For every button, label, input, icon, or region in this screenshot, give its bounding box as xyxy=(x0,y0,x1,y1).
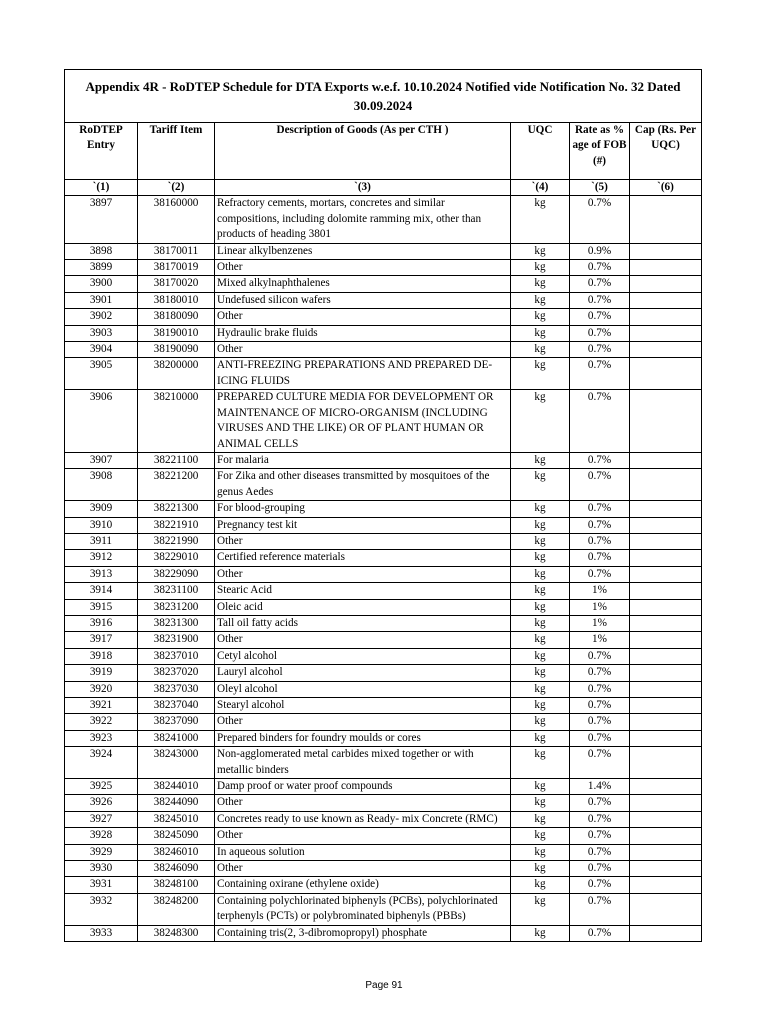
entry-cell: 3908 xyxy=(65,469,138,501)
uqc-cell: kg xyxy=(511,648,570,664)
description-cell: Linear alkylbenzenes xyxy=(215,243,511,259)
entry-cell: 3915 xyxy=(65,599,138,615)
table-row xyxy=(65,566,702,582)
uqc-cell: kg xyxy=(511,747,570,779)
uqc-cell: kg xyxy=(511,698,570,714)
cap-cell xyxy=(630,550,702,566)
uqc-cell: kg xyxy=(511,665,570,681)
rate-cell: 1.4% xyxy=(570,779,630,795)
description-cell: Tall oil fatty acids xyxy=(215,615,511,631)
description-cell: PREPARED CULTURE MEDIA FOR DEVELOPMENT OR MAINTENANCE OF MICRO-ORGANISM (INCLUDING VIRUSES AND THE LIKE) OR OF PLANT HUMAN OR ANIMAL CELLS xyxy=(215,390,511,453)
entry-cell: 3907 xyxy=(65,452,138,468)
entry-cell: 3924 xyxy=(65,747,138,779)
uqc-cell: kg xyxy=(511,681,570,697)
rate-cell: 0.7% xyxy=(570,196,630,243)
uqc-cell: kg xyxy=(511,861,570,877)
uqc-cell: kg xyxy=(511,276,570,292)
table-row xyxy=(65,390,702,453)
description-cell: In aqueous solution xyxy=(215,844,511,860)
description-cell: Non-agglomerated metal carbides mixed together or with metallic binders xyxy=(215,747,511,779)
entry-cell: 3933 xyxy=(65,925,138,941)
entry-cell: 3902 xyxy=(65,309,138,325)
cap-cell xyxy=(630,893,702,925)
table-row xyxy=(65,276,702,292)
tariff-item-cell: 38231200 xyxy=(138,599,215,615)
uqc-cell: kg xyxy=(511,390,570,453)
uqc-cell: kg xyxy=(511,615,570,631)
table-row xyxy=(65,309,702,325)
uqc-cell: kg xyxy=(511,925,570,941)
tariff-item-cell: 38245090 xyxy=(138,828,215,844)
rate-cell: 0.7% xyxy=(570,469,630,501)
tariff-item-cell: 38221910 xyxy=(138,517,215,533)
table-row xyxy=(65,861,702,877)
table-row xyxy=(65,665,702,681)
header-rodtep-entry: RoDTEP Entry xyxy=(65,123,138,180)
cap-cell xyxy=(630,566,702,582)
table-row xyxy=(65,681,702,697)
uqc-cell: kg xyxy=(511,325,570,341)
description-cell: Damp proof or water proof compounds xyxy=(215,779,511,795)
uqc-cell: kg xyxy=(511,358,570,390)
uqc-cell: kg xyxy=(511,730,570,746)
tariff-item-cell: 38231100 xyxy=(138,583,215,599)
tariff-item-cell: 38229010 xyxy=(138,550,215,566)
cap-cell xyxy=(630,276,702,292)
entry-cell: 3914 xyxy=(65,583,138,599)
entry-cell: 3921 xyxy=(65,698,138,714)
description-cell: Other xyxy=(215,828,511,844)
cap-cell xyxy=(630,390,702,453)
entry-cell: 3925 xyxy=(65,779,138,795)
entry-cell: 3906 xyxy=(65,390,138,453)
tariff-item-cell: 38229090 xyxy=(138,566,215,582)
table-row xyxy=(65,501,702,517)
table-row xyxy=(65,583,702,599)
uqc-cell: kg xyxy=(511,292,570,308)
uqc-cell: kg xyxy=(511,844,570,860)
rate-cell: 0.7% xyxy=(570,698,630,714)
entry-cell: 3917 xyxy=(65,632,138,648)
uqc-cell: kg xyxy=(511,811,570,827)
uqc-cell: kg xyxy=(511,533,570,549)
table-row xyxy=(65,747,702,779)
cap-cell xyxy=(630,517,702,533)
cap-cell xyxy=(630,730,702,746)
tariff-item-cell: 38246010 xyxy=(138,844,215,860)
uqc-cell: kg xyxy=(511,583,570,599)
rate-cell: 0.7% xyxy=(570,325,630,341)
cap-cell xyxy=(630,342,702,358)
cap-cell xyxy=(630,196,702,243)
entry-cell: 3919 xyxy=(65,665,138,681)
cap-cell xyxy=(630,260,702,276)
cap-cell xyxy=(630,861,702,877)
cap-cell xyxy=(630,452,702,468)
entry-cell: 3900 xyxy=(65,276,138,292)
rate-cell: 1% xyxy=(570,583,630,599)
cap-cell xyxy=(630,501,702,517)
cap-cell xyxy=(630,828,702,844)
rate-cell: 0.7% xyxy=(570,309,630,325)
entry-cell: 3913 xyxy=(65,566,138,582)
description-cell: Other xyxy=(215,795,511,811)
tariff-item-cell: 38237020 xyxy=(138,665,215,681)
entry-cell: 3923 xyxy=(65,730,138,746)
cap-cell xyxy=(630,681,702,697)
description-cell: Stearic Acid xyxy=(215,583,511,599)
table-row xyxy=(65,648,702,664)
uqc-cell: kg xyxy=(511,469,570,501)
uqc-cell: kg xyxy=(511,893,570,925)
header-cap: Cap (Rs. Per UQC) xyxy=(630,123,702,180)
col-number-1: `(1) xyxy=(65,180,138,196)
cap-cell xyxy=(630,325,702,341)
rate-cell: 0.7% xyxy=(570,517,630,533)
rate-cell: 0.9% xyxy=(570,243,630,259)
tariff-item-cell: 38237090 xyxy=(138,714,215,730)
rate-cell: 0.7% xyxy=(570,811,630,827)
table-row xyxy=(65,893,702,925)
cap-cell xyxy=(630,599,702,615)
description-cell: Containing polychlorinated biphenyls (PCBs), polychlorinated terphenyls (PCTs) or polybrominated biphenyls (PBBs) xyxy=(215,893,511,925)
description-cell: Oleyl alcohol xyxy=(215,681,511,697)
table-row xyxy=(65,469,702,501)
cap-cell xyxy=(630,811,702,827)
table-row xyxy=(65,358,702,390)
table-row xyxy=(65,292,702,308)
cap-cell xyxy=(630,747,702,779)
tariff-item-cell: 38237040 xyxy=(138,698,215,714)
entry-cell: 3929 xyxy=(65,844,138,860)
cap-cell xyxy=(630,698,702,714)
table-row xyxy=(65,698,702,714)
table-row xyxy=(65,452,702,468)
uqc-cell: kg xyxy=(511,260,570,276)
tariff-item-cell: 38190010 xyxy=(138,325,215,341)
tariff-item-cell: 38237010 xyxy=(138,648,215,664)
entry-cell: 3903 xyxy=(65,325,138,341)
tariff-item-cell: 38231300 xyxy=(138,615,215,631)
col-number-6: `(6) xyxy=(630,180,702,196)
description-cell: Refractory cements, mortars, concretes and similar compositions, including dolomite ramming mix, other than products of heading 3801 xyxy=(215,196,511,243)
entry-cell: 3930 xyxy=(65,861,138,877)
description-cell: For malaria xyxy=(215,452,511,468)
cap-cell xyxy=(630,844,702,860)
uqc-cell: kg xyxy=(511,599,570,615)
tariff-item-cell: 38231900 xyxy=(138,632,215,648)
tariff-item-cell: 38221200 xyxy=(138,469,215,501)
cap-cell xyxy=(630,714,702,730)
entry-cell: 3909 xyxy=(65,501,138,517)
rate-cell: 0.7% xyxy=(570,648,630,664)
cap-cell xyxy=(630,779,702,795)
entry-cell: 3926 xyxy=(65,795,138,811)
rate-cell: 0.7% xyxy=(570,877,630,893)
cap-cell xyxy=(630,795,702,811)
header-description: Description of Goods (As per CTH ) xyxy=(215,123,511,180)
tariff-item-cell: 38241000 xyxy=(138,730,215,746)
table-row xyxy=(65,243,702,259)
table-row xyxy=(65,342,702,358)
entry-cell: 3920 xyxy=(65,681,138,697)
rate-cell: 0.7% xyxy=(570,844,630,860)
description-cell: Prepared binders for foundry moulds or cores xyxy=(215,730,511,746)
uqc-cell: kg xyxy=(511,452,570,468)
description-cell: Mixed alkylnaphthalenes xyxy=(215,276,511,292)
cap-cell xyxy=(630,583,702,599)
description-cell: Other xyxy=(215,533,511,549)
uqc-cell: kg xyxy=(511,342,570,358)
entry-cell: 3904 xyxy=(65,342,138,358)
rate-cell: 1% xyxy=(570,632,630,648)
rate-cell: 0.7% xyxy=(570,390,630,453)
entry-cell: 3916 xyxy=(65,615,138,631)
table-row xyxy=(65,260,702,276)
rate-cell: 0.7% xyxy=(570,747,630,779)
cap-cell xyxy=(630,925,702,941)
table-row xyxy=(65,550,702,566)
entry-cell: 3911 xyxy=(65,533,138,549)
col-number-4: `(4) xyxy=(511,180,570,196)
tariff-item-cell: 38160000 xyxy=(138,196,215,243)
table-row xyxy=(65,828,702,844)
col-number-2: `(2) xyxy=(138,180,215,196)
table-row xyxy=(65,599,702,615)
entry-cell: 3901 xyxy=(65,292,138,308)
description-cell: Lauryl alcohol xyxy=(215,665,511,681)
tariff-item-cell: 38221300 xyxy=(138,501,215,517)
uqc-cell: kg xyxy=(511,779,570,795)
cap-cell xyxy=(630,533,702,549)
uqc-cell: kg xyxy=(511,243,570,259)
description-cell: Other xyxy=(215,342,511,358)
table-row xyxy=(65,779,702,795)
entry-cell: 3912 xyxy=(65,550,138,566)
description-cell: Other xyxy=(215,260,511,276)
tariff-item-cell: 38244010 xyxy=(138,779,215,795)
rate-cell: 0.7% xyxy=(570,452,630,468)
rate-cell: 0.7% xyxy=(570,665,630,681)
tariff-item-cell: 38248300 xyxy=(138,925,215,941)
table-row xyxy=(65,714,702,730)
entry-cell: 3899 xyxy=(65,260,138,276)
entry-cell: 3898 xyxy=(65,243,138,259)
description-cell: For Zika and other diseases transmitted by mosquitoes of the genus Aedes xyxy=(215,469,511,501)
description-cell: For blood-grouping xyxy=(215,501,511,517)
table-row xyxy=(65,795,702,811)
rate-cell: 0.7% xyxy=(570,714,630,730)
rate-cell: 0.7% xyxy=(570,550,630,566)
table-row xyxy=(65,615,702,631)
tariff-item-cell: 38180090 xyxy=(138,309,215,325)
cap-cell xyxy=(630,243,702,259)
description-cell: Other xyxy=(215,714,511,730)
tariff-item-cell: 38200000 xyxy=(138,358,215,390)
schedule-title: Appendix 4R - RoDTEP Schedule for DTA Exports w.e.f. 10.10.2024 Notified vide Notification No. 32 Dated 30.09.2024 xyxy=(65,70,702,123)
page-number: Page 91 xyxy=(365,980,403,991)
tariff-item-cell: 38221990 xyxy=(138,533,215,549)
rate-cell: 0.7% xyxy=(570,828,630,844)
rate-cell: 0.7% xyxy=(570,342,630,358)
cap-cell xyxy=(630,469,702,501)
tariff-item-cell: 38246090 xyxy=(138,861,215,877)
rate-cell: 0.7% xyxy=(570,795,630,811)
description-cell: Containing oxirane (ethylene oxide) xyxy=(215,877,511,893)
rate-cell: 1% xyxy=(570,615,630,631)
description-cell: Stearyl alcohol xyxy=(215,698,511,714)
rate-cell: 0.7% xyxy=(570,566,630,582)
description-cell: Oleic acid xyxy=(215,599,511,615)
cap-cell xyxy=(630,292,702,308)
tariff-item-cell: 38245010 xyxy=(138,811,215,827)
cap-cell xyxy=(630,309,702,325)
rate-cell: 0.7% xyxy=(570,533,630,549)
description-cell: Hydraulic brake fluids xyxy=(215,325,511,341)
uqc-cell: kg xyxy=(511,196,570,243)
rate-cell: 0.7% xyxy=(570,501,630,517)
description-cell: Pregnancy test kit xyxy=(215,517,511,533)
description-cell: Concretes ready to use known as Ready- mix Concrete (RMC) xyxy=(215,811,511,827)
uqc-cell: kg xyxy=(511,550,570,566)
table-row xyxy=(65,844,702,860)
table-row xyxy=(65,730,702,746)
entry-cell: 3905 xyxy=(65,358,138,390)
entry-cell: 3927 xyxy=(65,811,138,827)
description-cell: Undefused silicon wafers xyxy=(215,292,511,308)
tariff-item-cell: 38170011 xyxy=(138,243,215,259)
cap-cell xyxy=(630,877,702,893)
table-row xyxy=(65,196,702,243)
cap-cell xyxy=(630,648,702,664)
rodtep-schedule-table xyxy=(64,69,702,942)
description-cell: Other xyxy=(215,861,511,877)
uqc-cell: kg xyxy=(511,501,570,517)
uqc-cell: kg xyxy=(511,828,570,844)
tariff-item-cell: 38244090 xyxy=(138,795,215,811)
description-cell: Other xyxy=(215,632,511,648)
uqc-cell: kg xyxy=(511,795,570,811)
table-row xyxy=(65,632,702,648)
table-row xyxy=(65,533,702,549)
rate-cell: 0.7% xyxy=(570,730,630,746)
entry-cell: 3931 xyxy=(65,877,138,893)
table-row xyxy=(65,811,702,827)
entry-cell: 3932 xyxy=(65,893,138,925)
header-rate: Rate as % age of FOB (#) xyxy=(570,123,630,180)
table-row xyxy=(65,325,702,341)
rate-cell: 0.7% xyxy=(570,925,630,941)
cap-cell xyxy=(630,665,702,681)
uqc-cell: kg xyxy=(511,632,570,648)
entry-cell: 3922 xyxy=(65,714,138,730)
tariff-item-cell: 38170019 xyxy=(138,260,215,276)
tariff-item-cell: 38221100 xyxy=(138,452,215,468)
rate-cell: 0.7% xyxy=(570,861,630,877)
rate-cell: 0.7% xyxy=(570,276,630,292)
tariff-item-cell: 38248100 xyxy=(138,877,215,893)
col-number-5: `(5) xyxy=(570,180,630,196)
header-uqc: UQC xyxy=(511,123,570,180)
description-cell: Other xyxy=(215,309,511,325)
rate-cell: 0.7% xyxy=(570,358,630,390)
header-tariff-item: Tariff Item xyxy=(138,123,215,180)
description-cell: Containing tris(2, 3-dibromopropyl) phosphate xyxy=(215,925,511,941)
tariff-item-cell: 38243000 xyxy=(138,747,215,779)
tariff-item-cell: 38190090 xyxy=(138,342,215,358)
uqc-cell: kg xyxy=(511,714,570,730)
uqc-cell: kg xyxy=(511,309,570,325)
uqc-cell: kg xyxy=(511,877,570,893)
uqc-cell: kg xyxy=(511,566,570,582)
entry-cell: 3918 xyxy=(65,648,138,664)
tariff-item-cell: 38210000 xyxy=(138,390,215,453)
rate-cell: 0.7% xyxy=(570,893,630,925)
cap-cell xyxy=(630,615,702,631)
cap-cell xyxy=(630,358,702,390)
uqc-cell: kg xyxy=(511,517,570,533)
tariff-item-cell: 38237030 xyxy=(138,681,215,697)
description-cell: Certified reference materials xyxy=(215,550,511,566)
entry-cell: 3910 xyxy=(65,517,138,533)
table-row xyxy=(65,925,702,941)
tariff-item-cell: 38170020 xyxy=(138,276,215,292)
entry-cell: 3897 xyxy=(65,196,138,243)
cap-cell xyxy=(630,632,702,648)
rate-cell: 1% xyxy=(570,599,630,615)
rate-cell: 0.7% xyxy=(570,260,630,276)
description-cell: ANTI-FREEZING PREPARATIONS AND PREPARED DE-ICING FLUIDS xyxy=(215,358,511,390)
table-row xyxy=(65,877,702,893)
description-cell: Other xyxy=(215,566,511,582)
rate-cell: 0.7% xyxy=(570,681,630,697)
tariff-item-cell: 38180010 xyxy=(138,292,215,308)
rate-cell: 0.7% xyxy=(570,292,630,308)
table-body xyxy=(65,196,702,942)
description-cell: Cetyl alcohol xyxy=(215,648,511,664)
table-row xyxy=(65,517,702,533)
tariff-item-cell: 38248200 xyxy=(138,893,215,925)
col-number-3: `(3) xyxy=(215,180,511,196)
entry-cell: 3928 xyxy=(65,828,138,844)
